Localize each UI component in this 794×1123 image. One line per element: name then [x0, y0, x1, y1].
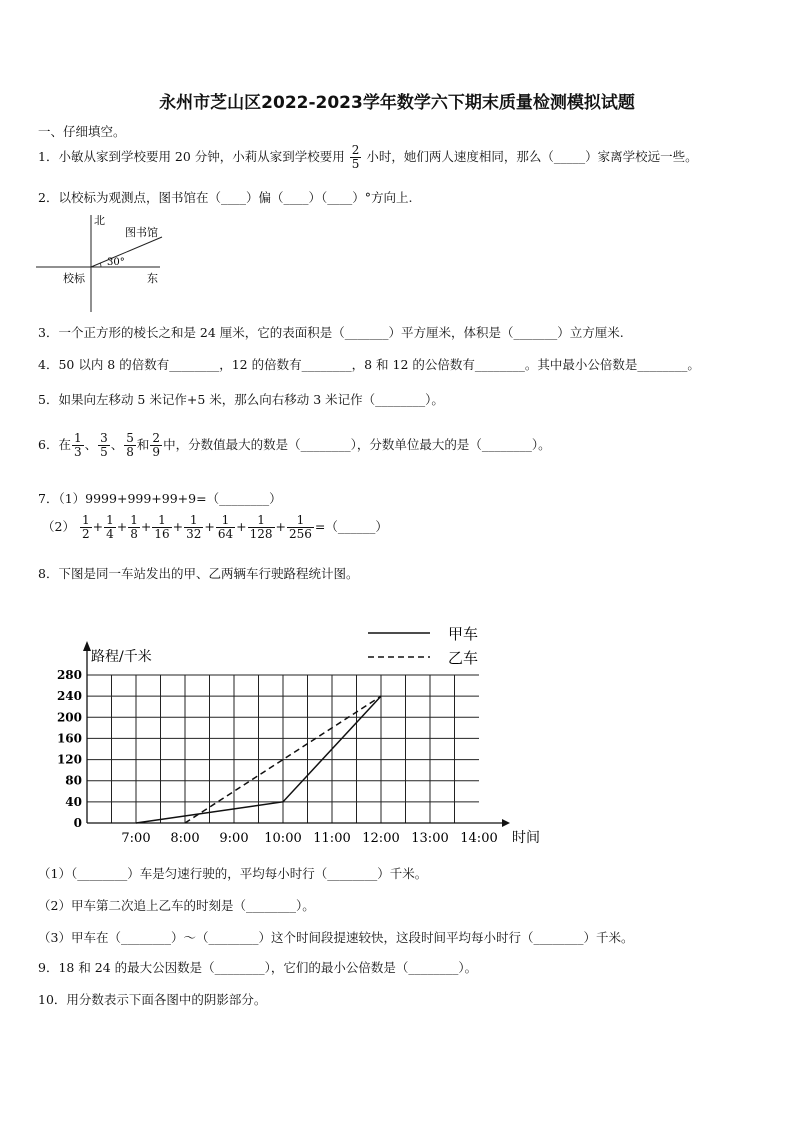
- fraction-numerator: 1: [184, 514, 203, 528]
- compass-diagram: [36, 210, 176, 315]
- q7b-fraction: [128, 514, 140, 541]
- question-2: 2．以校标为观测点，图书馆在（____）偏（____）（____）°方向上.: [38, 190, 413, 205]
- east-label: 东: [147, 272, 158, 285]
- plus-sign: +: [140, 519, 152, 534]
- q6-sep: 、: [84, 437, 98, 452]
- question-8: 8．下图是同一车站发出的甲、乙两辆车行驶路程统计图。: [38, 566, 359, 581]
- y-axis-arrow: [83, 641, 91, 651]
- fraction-denominator: 5: [100, 445, 108, 459]
- y-tick-label: 160: [56, 731, 82, 746]
- question-8-part-3: （3）甲车在（________）～（________）这个时间段提速较快，这段时间平均每小时行（________）千米。: [38, 930, 634, 945]
- fraction-numerator: 3: [100, 431, 108, 445]
- q7b-fraction: [287, 514, 314, 541]
- q6-fraction-4: [150, 432, 162, 459]
- fraction-numerator: 2: [152, 431, 161, 445]
- fraction-numerator: 1: [287, 514, 314, 528]
- q7b-fraction: [80, 514, 92, 541]
- origin-label: 校标: [63, 272, 85, 285]
- fraction-numerator: 1: [152, 514, 171, 528]
- q7b-fraction: [152, 514, 171, 541]
- fraction-numerator: 5: [126, 431, 134, 445]
- y-axis-label: 路程/千米: [91, 649, 152, 665]
- fraction-denominator: 8: [126, 445, 134, 459]
- y-tick-label: 240: [56, 689, 82, 704]
- fraction-denominator: 128: [249, 527, 273, 541]
- fraction-numerator: 1: [81, 513, 90, 527]
- q7b-fraction: [248, 514, 275, 541]
- plus-sign: +: [275, 519, 286, 534]
- q7b-fraction: [216, 514, 235, 541]
- x-tick-label: 8:00: [170, 831, 200, 846]
- q7b-text-pre: （2）: [42, 519, 75, 534]
- y-tick-label: 40: [65, 794, 82, 809]
- question-7-part-2: [42, 514, 388, 541]
- x-axis-arrow: [502, 819, 510, 827]
- q6-text-pre: 6．在: [38, 437, 71, 452]
- x-tick-label: 12:00: [362, 831, 400, 846]
- q7b-fraction: [184, 514, 203, 541]
- library-label: 图书馆: [125, 226, 158, 239]
- q6-sep: 、: [110, 437, 124, 452]
- q1-text-b: 小时，她们两人速度相同，那么（_____）家离学校远一些。: [366, 149, 698, 164]
- fraction-numerator: 1: [73, 431, 82, 445]
- y-tick-label: 80: [65, 773, 82, 788]
- q6-fraction-3: [124, 432, 136, 459]
- question-10: 10．用分数表示下面各图中的阴影部分。: [38, 992, 267, 1007]
- x-tick-label: 11:00: [313, 831, 351, 846]
- question-3: 3．一个正方形的棱长之和是 24 厘米，它的表面积是（_______）平方厘米，体积是（_______）立方厘米.: [38, 325, 624, 340]
- north-label: 北: [94, 214, 105, 227]
- q6-fraction-1: [72, 432, 84, 459]
- fraction-denominator: 256: [289, 527, 312, 541]
- y-tick-label: 0: [73, 816, 82, 830]
- x-axis-label: 时间: [512, 830, 540, 846]
- x-tick-label: 14:00: [460, 831, 498, 846]
- fraction-denominator: 2: [81, 527, 90, 541]
- q6-fraction-2: [98, 432, 110, 459]
- y-tick-label: 120: [56, 752, 82, 767]
- plus-sign: +: [172, 519, 184, 534]
- q6-and: 和: [136, 437, 150, 452]
- question-6: [38, 432, 551, 459]
- fraction-numerator: 2: [351, 143, 360, 157]
- question-9: 9．18 和 24 的最大公因数是（________），它们的最小公倍数是（________）。: [38, 960, 478, 975]
- fraction-numerator: 1: [106, 513, 114, 527]
- x-tick-label: 13:00: [411, 831, 449, 846]
- plus-sign: +: [204, 519, 215, 534]
- question-1: [38, 144, 698, 171]
- distance-time-chart: [30, 615, 560, 850]
- q6-text-post: 中，分数值最大的数是（________），分数单位最大的是（________）。: [163, 437, 551, 452]
- plus-sign: +: [236, 519, 247, 534]
- fraction-denominator: 5: [351, 157, 360, 171]
- fraction-denominator: 8: [130, 527, 138, 541]
- fraction-numerator: 1: [130, 513, 138, 527]
- question-4: 4．50 以内 8 的倍数有________，12 的倍数有________，8 和 12 的公倍数有________。其中最小公倍数是________。: [38, 357, 700, 372]
- section-heading: 一、仔细填空。: [38, 124, 126, 139]
- question-7-part-1: 7．（1）9999+999+99+9=（________）: [38, 491, 282, 506]
- question-8-part-1: （1）（________）车是匀速行驶的，平均每小时行（________）千米。: [38, 866, 428, 881]
- fraction-denominator: 32: [186, 527, 202, 541]
- fraction-numerator: 1: [248, 514, 275, 528]
- fraction-denominator: 64: [217, 527, 234, 541]
- fraction-denominator: 4: [106, 527, 114, 541]
- page-title: 永州市芝山区2022-2023学年数学六下期末质量检测模拟试题: [159, 93, 635, 113]
- x-tick-label: 7:00: [121, 831, 151, 846]
- y-tick-label: 200: [56, 710, 82, 725]
- q1-text-a: 1．小敏从家到学校要用 20 分钟，小莉从家到学校要用: [38, 149, 345, 164]
- x-tick-label: 10:00: [264, 831, 302, 846]
- fraction-denominator: 9: [152, 445, 161, 459]
- fraction-numerator: 1: [216, 514, 235, 528]
- fraction-denominator: 16: [154, 527, 170, 541]
- x-tick-label: 9:00: [219, 831, 249, 846]
- angle-label: 30°: [107, 257, 125, 268]
- plus-sign: +: [116, 519, 128, 534]
- legend-label-2: 乙车: [448, 649, 479, 667]
- q7b-text-post: =（______）: [314, 519, 388, 534]
- question-8-part-2: （2）甲车第二次追上乙车的时刻是（________）。: [38, 898, 315, 913]
- plus-sign: +: [92, 519, 104, 534]
- question-5: 5．如果向左移动 5 米记作+5 米，那么向右移动 3 米记作（________）。: [38, 392, 444, 407]
- legend-label-1: 甲车: [448, 625, 479, 643]
- q1-fraction: [350, 144, 362, 171]
- q7b-fraction: [104, 514, 116, 541]
- fraction-denominator: 3: [73, 445, 82, 459]
- y-tick-label: 280: [56, 668, 82, 682]
